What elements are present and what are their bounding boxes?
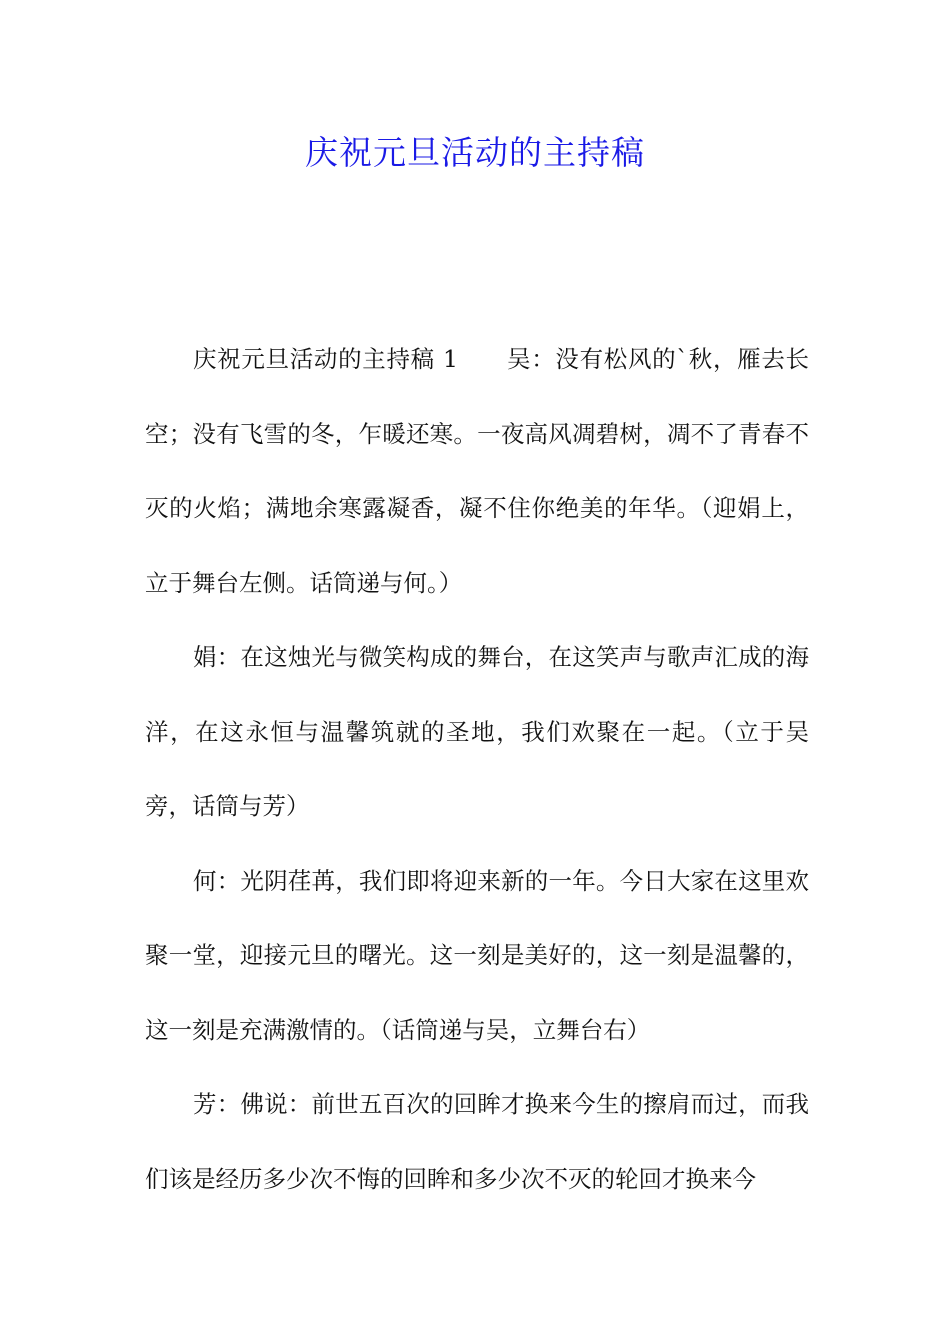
paragraph-2: 娟：在这烛光与微笑构成的舞台，在这笑声与歌声汇成的海洋，在这永恒与温馨筑就的圣地，我们欢聚在一起。（立于吴旁，话筒与芳） (145, 643, 809, 820)
paragraph-4: 芳：佛说：前世五百次的回眸才换来今生的擦肩而过，而我们该是经历多少次不悔的回眸和多少次不灭的轮回才换来今 (145, 1090, 809, 1193)
paragraph-3: 何：光阴荏苒，我们即将迎来新的一年。今日大家在这里欢聚一堂，迎接元旦的曙光。这一刻是美好的，这一刻是温馨的，这一刻是充满激情的。（话筒递与吴，立舞台右） (145, 866, 809, 1044)
paragraph-1: 庆祝元旦活动的主持稿 1 吴：没有松风的`秋，雁去长空；没有飞雪的冬，乍暖还寒。一夜高风凋碧树，凋不了青春不灭的火焰；满地余寒露凝香，凝不住你绝美的年华。（迎娟上，立于舞台左侧。话筒递与何。） (145, 345, 809, 597)
document-title: 庆祝元旦活动的主持稿 (305, 133, 645, 172)
document-body (145, 322, 809, 1216)
